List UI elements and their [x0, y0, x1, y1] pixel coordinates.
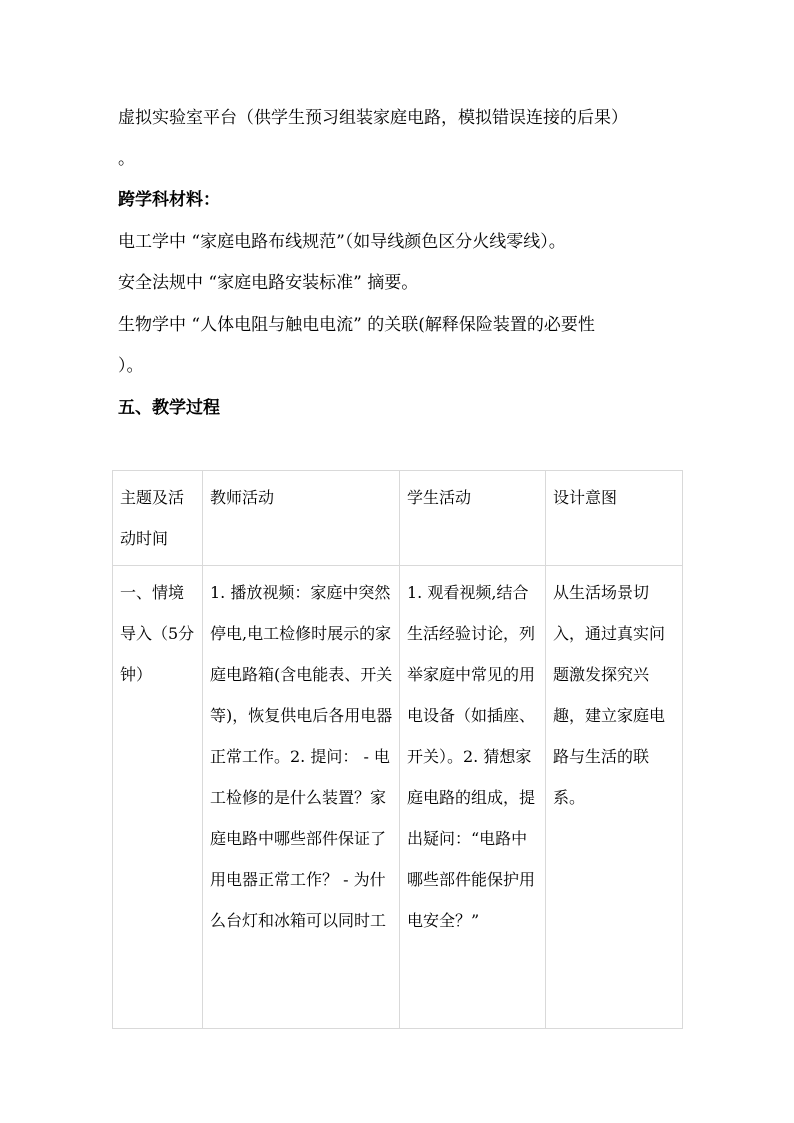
table-header-row — [113, 471, 683, 566]
cross-discipline-heading: 跨学科材料： — [118, 190, 220, 210]
cell-topic: 一、情境导入（5分钟） — [113, 566, 203, 1029]
cell-design-intent: 从生活场景切入，通过真实问题激发探究兴趣，建立家庭电路与生活的联系。 — [546, 566, 683, 1029]
cell-student-activity: 1. 观看视频,结合生活经验讨论，列举家庭中常见的用电设备（如插座、开关）。2. 猜想家庭电路的组成，提出疑问：“电路中哪些部件能保护用电安全？” — [400, 566, 546, 1029]
material-item: 生物学中 “人体电阻与触电电流” 的关联(解释保险装置的必要性 — [118, 315, 595, 335]
paragraph-line: 。 — [118, 149, 135, 169]
paragraph-line: ）。 — [118, 356, 144, 376]
section-heading: 五、教学过程 — [118, 398, 220, 418]
table-row — [113, 566, 683, 1029]
material-item: 电工学中 “家庭电路布线规范”（如导线颜色区分火线零线）。 — [118, 232, 566, 252]
cell-teacher-activity: 1. 播放视频：家庭中突然停电,电工检修时展示的家庭电路箱(含电能表、开关等)，恢复供电后各用电器正常工作。2. 提问： - 电工检修的是什么装置？家庭电路中哪些部件保证了用电器正常工作？ - 为什么台灯和冰箱可以同时工 — [203, 566, 400, 1029]
paragraph-line: 虚拟实验室平台（供学生预习组装家庭电路，模拟错误连接的后果） — [118, 108, 628, 128]
header-cell-topic: 主题及活动时间 — [113, 471, 203, 566]
material-item: 安全法规中 “家庭电路安装标准” 摘要。 — [118, 273, 419, 293]
header-cell-intent: 设计意图 — [546, 471, 683, 566]
header-cell-student: 学生活动 — [400, 471, 546, 566]
teaching-process-table — [112, 470, 683, 1029]
header-cell-teacher: 教师活动 — [203, 471, 400, 566]
